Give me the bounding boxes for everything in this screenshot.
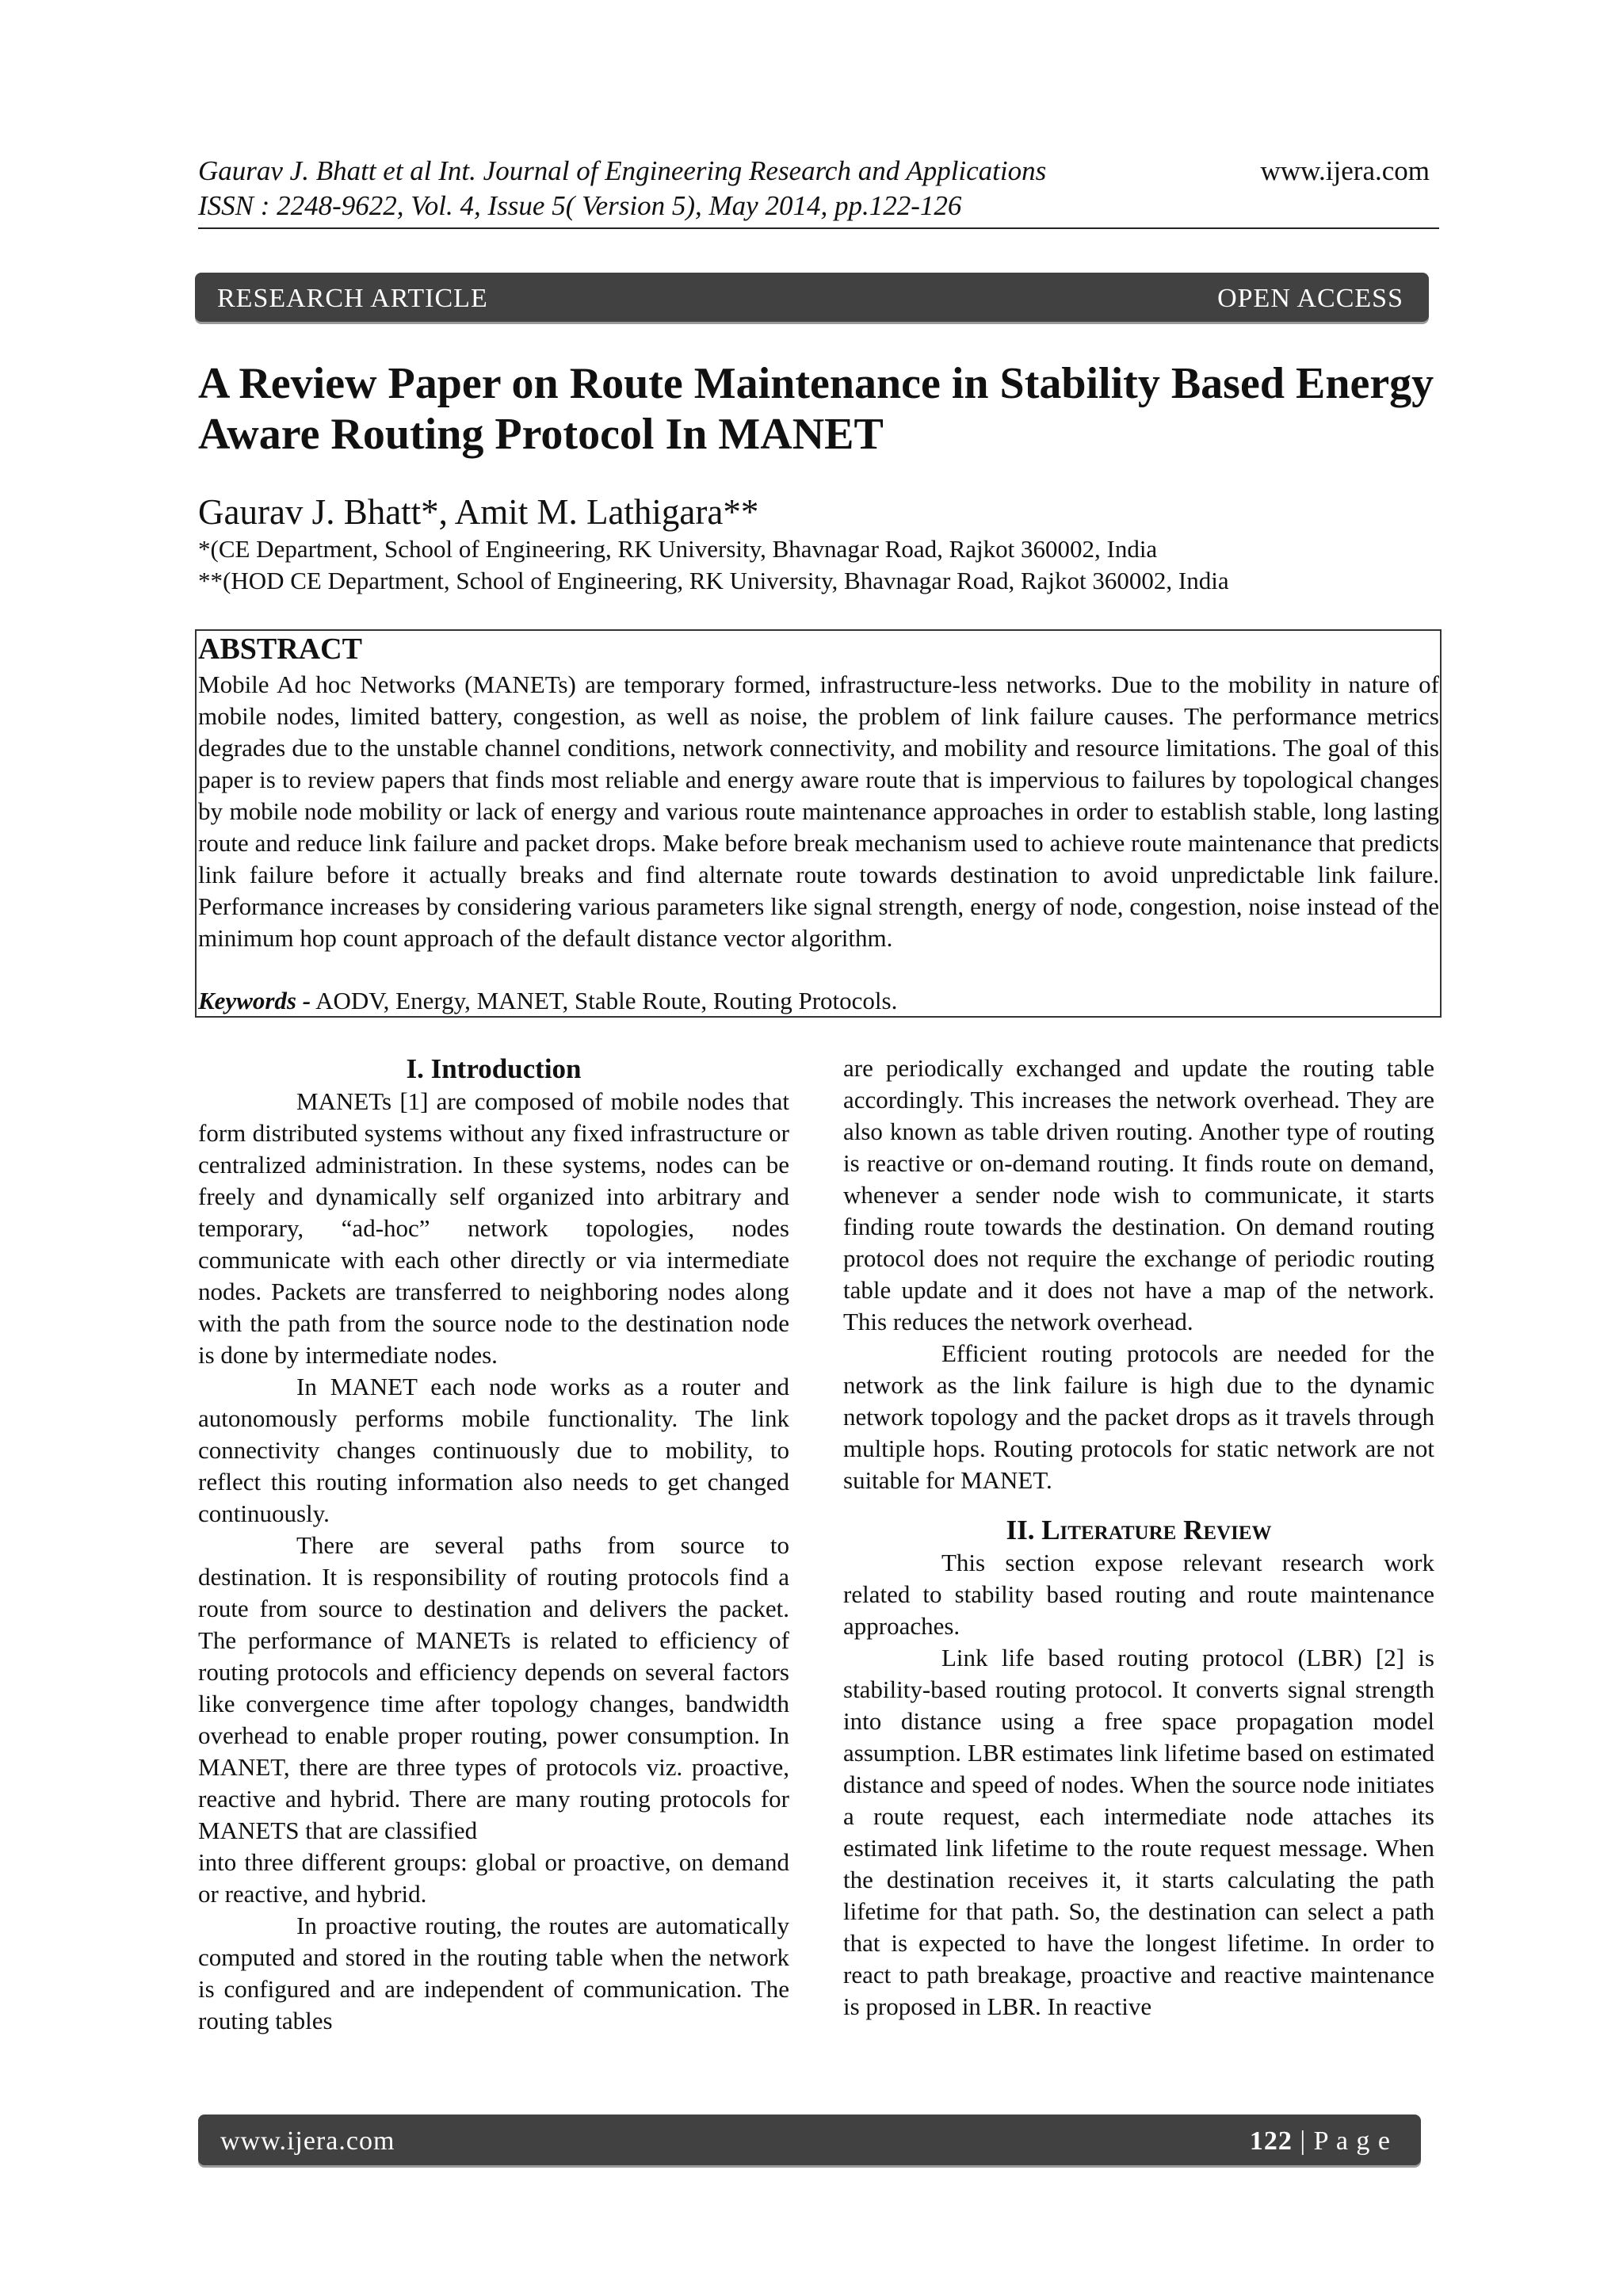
header-website-link[interactable]: www.ijera.com bbox=[1260, 155, 1430, 186]
paragraph: into three different groups: global or proactive, on demand or reactive, and hybrid. bbox=[198, 1848, 789, 1908]
section-heading-introduction: I. Introduction bbox=[406, 1053, 582, 1084]
authors: Gaurav J. Bhatt*, Amit M. Lathigara** bbox=[198, 492, 759, 532]
page-number-group bbox=[1250, 2126, 1391, 2157]
abstract-heading: ABSTRACT bbox=[198, 632, 362, 666]
running-header bbox=[198, 154, 1439, 223]
right-column bbox=[843, 1052, 1434, 2023]
article-type-banner bbox=[195, 273, 1429, 322]
open-access-label: OPEN ACCESS bbox=[1217, 283, 1403, 313]
keywords-label: Keywords - bbox=[198, 987, 311, 1014]
paragraph: are periodically exchanged and update the routing table accordingly. This increases the network overhead. They are also known as table driven routing. Another type of routing is reactive or on-demand routing. It finds route on demand, whenever a sender node wish to communicate, it starts finding route towards the destination. On demand routing protocol does not require the exchange of periodic routing table update and it does not have a map of the network. This reduces the network overhead. bbox=[843, 1054, 1434, 1335]
paragraph: MANETs [1] are composed of mobile nodes that form distributed systems without any fixed infrastructure or centralized administration. In these systems, nodes can be freely and dynamically self organized into arbitrary and temporary, “ad-hoc” network topologies, nodes communicate with each other directly or via intermediate nodes. Packets are transferred to neighboring nodes along with the path from the source node to the destination node is done by intermediate nodes. bbox=[198, 1087, 789, 1369]
affiliation-2: **(HOD CE Department, School of Engineering, RK University, Bhavnagar Road, Rajkot 360002, India bbox=[198, 567, 1229, 594]
left-column bbox=[198, 1052, 789, 2037]
paragraph: In proactive routing, the routes are automatically computed and stored in the routing table when the network is configured and are independent of communication. The routing tables bbox=[198, 1912, 789, 2034]
page-label: | P a g e bbox=[1300, 2126, 1391, 2156]
journal-citation-line2: ISSN : 2248-9622, Vol. 4, Issue 5( Version 5), May 2014, pp.122-126 bbox=[198, 190, 962, 221]
header-divider bbox=[198, 227, 1439, 229]
spacer bbox=[843, 1496, 1434, 1514]
research-article-label: RESEARCH ARTICLE bbox=[217, 283, 488, 313]
section-heading-literature-review: II. Literature Review bbox=[1006, 1515, 1272, 1545]
keywords-list: AODV, Energy, MANET, Stable Route, Routing Protocols. bbox=[315, 987, 898, 1014]
affiliation-1: *(CE Department, School of Engineering, RK University, Bhavnagar Road, Rajkot 360002, India bbox=[198, 535, 1158, 563]
paper-title bbox=[198, 358, 1450, 460]
title-line-2: Aware Routing Protocol In MANET bbox=[198, 410, 884, 459]
page-footer bbox=[198, 2115, 1421, 2165]
page-number: 122 bbox=[1249, 2126, 1293, 2156]
paragraph: Link life based routing protocol (LBR) [2] is stability-based routing protocol. It converts signal strength into distance using a free space propagation model assumption. LBR estimates link lifetime based on estimated distance and speed of nodes. When the source node initiates a route request, each intermediate node attaches its estimated link lifetime to the route request message. When the destination receives it, it starts calculating the path lifetime for that path. So, the destination can select a path that is expected to have the longest lifetime. In order to react to path breakage, proactive and reactive maintenance is proposed in LBR. In reactive bbox=[843, 1644, 1434, 2020]
footer-website-link[interactable]: www.ijera.com bbox=[220, 2126, 395, 2156]
title-line-1: A Review Paper on Route Maintenance in Stability Based Energy bbox=[198, 359, 1434, 408]
keywords bbox=[198, 985, 897, 1017]
paragraph: In MANET each node works as a router and autonomously performs mobile functionality. The link connectivity changes continuously due to mobility, to reflect this routing information also needs to get changed continuously. bbox=[198, 1373, 789, 1527]
paragraph: There are several paths from source to destination. It is responsibility of routing protocols find a route from source to destination and delivers the packet. The performance of MANETs is related to efficiency of routing protocols and efficiency depends on several factors like convergence time after topology changes, bandwidth overhead to enable proper routing, power consumption. In MANET, there are three types of protocols viz. proactive, reactive and hybrid. There are many routing protocols for MANETS that are classified bbox=[198, 1531, 789, 1844]
journal-citation-line1: Gaurav J. Bhatt et al Int. Journal of Engineering Research and Applications bbox=[198, 155, 1047, 186]
paragraph: This section expose relevant research work related to stability based routing and route maintenance approaches. bbox=[843, 1549, 1434, 1640]
paragraph: Efficient routing protocols are needed for the network as the link failure is high due to the dynamic network topology and the packet drops as it travels through multiple hops. Routing protocols for static network are not suitable for MANET. bbox=[843, 1339, 1434, 1494]
abstract-text: Mobile Ad hoc Networks (MANETs) are temporary formed, infrastructure-less networks. Due to the mobility in nature of mobile nodes, limited battery, congestion, as well as noise, the problem of link failure causes. The performance metrics degrades due to the unstable channel conditions, network connectivity, and mobility and resource limitations. The goal of this paper is to review papers that finds most reliable and energy aware route that is impervious to failures by topological changes by mobile node mobility or lack of energy and various route maintenance approaches in order to establish stable, long lasting route and reduce link failure and packet drops. Make before break mechanism used to achieve route maintenance that predicts link failure before it actually breaks and find alternate route towards destination to avoid unpredictable link failure. Performance increases by considering various parameters like signal strength, energy of node, congestion, noise instead of the minimum hop count approach of the default distance vector algorithm. bbox=[198, 670, 1439, 952]
